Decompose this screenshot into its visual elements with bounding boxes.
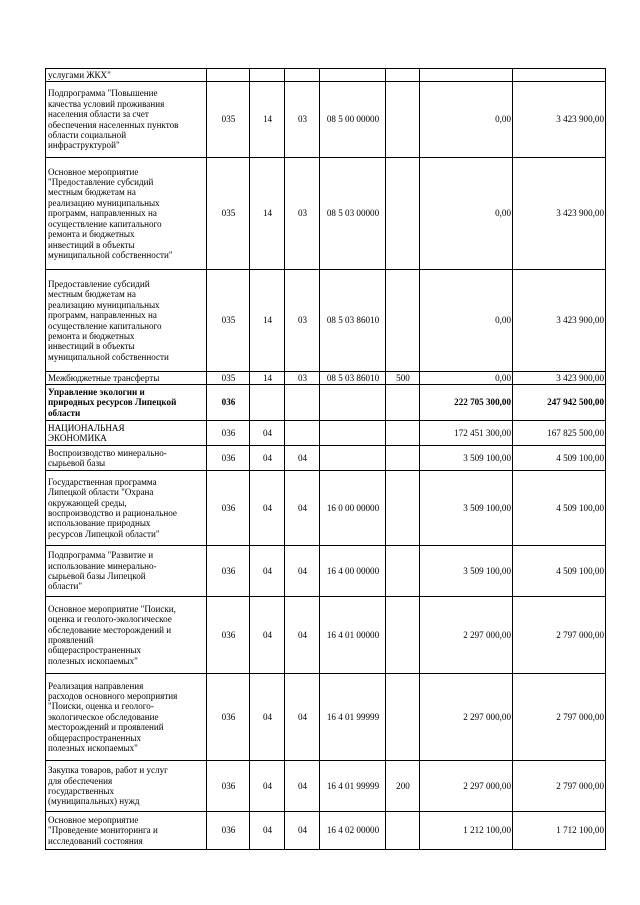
table-row — [46, 597, 606, 674]
expense-type-code: 200 — [386, 761, 420, 812]
amount-year-1: 2 297 000,00 — [420, 597, 513, 674]
amount-year-1: 2 297 000,00 — [420, 674, 513, 761]
amount-year-1: 3 509 100,00 — [420, 471, 513, 546]
row-name: НАЦИОНАЛЬНАЯ ЭКОНОМИКА — [46, 421, 207, 446]
section-code: 04 — [250, 761, 285, 812]
row-name: Основное мероприятие "Поиски, оценка и геолого-экологическое обследование месторождений и проявлений общераспространенных полезных ископаемых" — [46, 597, 207, 674]
table-row — [46, 674, 606, 761]
table-row — [46, 546, 606, 597]
dept-code: 036 — [207, 385, 250, 421]
expense-type-code — [386, 69, 420, 82]
amount-year-2: 1 712 100,00 — [513, 812, 606, 850]
target-article-code: 16 4 01 99999 — [320, 761, 386, 812]
row-name: Воспроизводство минерально- сырьевой базы — [46, 446, 207, 471]
row-name: Управление экологии и природных ресурсов Липецкой области — [46, 385, 207, 421]
expense-type-code — [386, 546, 420, 597]
row-name: Подпрограмма "Повышение качества условий проживания населения области за счет обеспечения населенных пунктов области социальной инфраструктурой" — [46, 82, 207, 158]
target-article-code: 08 5 03 86010 — [320, 372, 386, 385]
target-article-code: 08 5 03 86010 — [320, 270, 386, 372]
amount-year-2: 3 423 900,00 — [513, 372, 606, 385]
dept-code: 035 — [207, 270, 250, 372]
subsection-code: 03 — [285, 372, 320, 385]
amount-year-2: 4 509 100,00 — [513, 546, 606, 597]
amount-year-2: 2 797 000,00 — [513, 597, 606, 674]
table-row — [46, 270, 606, 372]
table-row — [46, 446, 606, 471]
amount-year-1: 0,00 — [420, 82, 513, 158]
row-name: Государственная программа Липецкой области "Охрана окружающей среды, воспроизводство и рациональное использование природных ресурсов Липецкой области" — [46, 471, 207, 546]
amount-year-1: 0,00 — [420, 270, 513, 372]
dept-code: 036 — [207, 761, 250, 812]
expense-type-code — [386, 812, 420, 850]
dept-code: 036 — [207, 546, 250, 597]
section-code: 04 — [250, 597, 285, 674]
section-code — [250, 385, 285, 421]
section-code: 04 — [250, 812, 285, 850]
section-code — [250, 69, 285, 82]
dept-code: 035 — [207, 82, 250, 158]
expense-type-code: 500 — [386, 372, 420, 385]
table-row — [46, 761, 606, 812]
amount-year-1: 0,00 — [420, 372, 513, 385]
amount-year-2: 167 825 500,00 — [513, 421, 606, 446]
row-name: Предоставление субсидий местным бюджетам на реализацию муниципальных программ, направленных на осуществление капитального ремонта и бюджетных инвестиций в объекты муниципальной собственности — [46, 270, 207, 372]
section-code: 14 — [250, 270, 285, 372]
expense-type-code — [386, 385, 420, 421]
expense-type-code — [386, 471, 420, 546]
target-article-code: 16 4 01 00000 — [320, 597, 386, 674]
row-name: Основное мероприятие "Предоставление субсидий местным бюджетам на реализацию муниципальных программ, направленных на осуществление капитального ремонта и бюджетных инвестиций в объекты муниципальной собственности" — [46, 158, 207, 270]
target-article-code — [320, 385, 386, 421]
subsection-code: 03 — [285, 158, 320, 270]
target-article-code — [320, 421, 386, 446]
subsection-code: 04 — [285, 471, 320, 546]
expense-type-code — [386, 158, 420, 270]
subsection-code — [285, 69, 320, 82]
expense-type-code — [386, 674, 420, 761]
table-row — [46, 812, 606, 850]
dept-code: 036 — [207, 812, 250, 850]
amount-year-2: 247 942 500,00 — [513, 385, 606, 421]
subsection-code: 04 — [285, 812, 320, 850]
dept-code: 035 — [207, 372, 250, 385]
amount-year-1: 1 212 100,00 — [420, 812, 513, 850]
dept-code: 036 — [207, 471, 250, 546]
target-article-code: 08 5 00 00000 — [320, 82, 386, 158]
dept-code: 036 — [207, 421, 250, 446]
table-row — [46, 158, 606, 270]
dept-code: 036 — [207, 446, 250, 471]
expense-type-code — [386, 597, 420, 674]
subsection-code: 04 — [285, 674, 320, 761]
subsection-code — [285, 421, 320, 446]
table-row — [46, 372, 606, 385]
amount-year-1: 3 509 100,00 — [420, 546, 513, 597]
target-article-code: 08 5 03 00000 — [320, 158, 386, 270]
row-name: Основное мероприятие "Проведение мониторинга и исследований состояния — [46, 812, 207, 850]
target-article-code: 16 4 01 99999 — [320, 674, 386, 761]
section-code: 04 — [250, 421, 285, 446]
section-code: 14 — [250, 372, 285, 385]
amount-year-1: 0,00 — [420, 158, 513, 270]
row-name: Межбюджетные трансферты — [46, 372, 207, 385]
section-code: 04 — [250, 446, 285, 471]
dept-code: 036 — [207, 674, 250, 761]
section-code: 04 — [250, 546, 285, 597]
dept-code — [207, 69, 250, 82]
amount-year-2: 3 423 900,00 — [513, 82, 606, 158]
section-code: 14 — [250, 82, 285, 158]
target-article-code: 16 0 00 00000 — [320, 471, 386, 546]
table-row — [46, 421, 606, 446]
amount-year-1: 222 705 300,00 — [420, 385, 513, 421]
section-code: 14 — [250, 158, 285, 270]
table-row — [46, 69, 606, 82]
expense-type-code — [386, 270, 420, 372]
amount-year-1: 3 509 100,00 — [420, 446, 513, 471]
subsection-code: 04 — [285, 446, 320, 471]
amount-year-1: 2 297 000,00 — [420, 761, 513, 812]
subsection-code — [285, 385, 320, 421]
amount-year-2: 3 423 900,00 — [513, 270, 606, 372]
budget-table — [45, 68, 606, 850]
dept-code: 035 — [207, 158, 250, 270]
table-row — [46, 471, 606, 546]
expense-type-code — [386, 82, 420, 158]
table-row — [46, 385, 606, 421]
subsection-code: 04 — [285, 597, 320, 674]
target-article-code: 16 4 02 00000 — [320, 812, 386, 850]
subsection-code: 03 — [285, 270, 320, 372]
amount-year-1: 172 451 300,00 — [420, 421, 513, 446]
amount-year-2: 3 423 900,00 — [513, 158, 606, 270]
amount-year-2: 4 509 100,00 — [513, 471, 606, 546]
row-name: Реализация направления расходов основного мероприятия "Поиски, оценка и геолого- экологическое обследование месторождений и проявлений общераспространенных полезных ископаемых" — [46, 674, 207, 761]
expense-type-code — [386, 446, 420, 471]
section-code: 04 — [250, 674, 285, 761]
row-name: услугами ЖКХ" — [46, 69, 207, 82]
table-row — [46, 82, 606, 158]
target-article-code — [320, 69, 386, 82]
row-name: Подпрограмма "Развитие и использование минерально- сырьевой базы Липецкой области" — [46, 546, 207, 597]
subsection-code: 04 — [285, 546, 320, 597]
amount-year-2 — [513, 69, 606, 82]
dept-code: 036 — [207, 597, 250, 674]
amount-year-2: 2 797 000,00 — [513, 761, 606, 812]
amount-year-2: 4 509 100,00 — [513, 446, 606, 471]
expense-type-code — [386, 421, 420, 446]
target-article-code: 16 4 00 00000 — [320, 546, 386, 597]
row-name: Закупка товаров, работ и услуг для обеспечения государственных (муниципальных) нужд — [46, 761, 207, 812]
target-article-code — [320, 446, 386, 471]
budget-table-body — [46, 69, 606, 850]
amount-year-1 — [420, 69, 513, 82]
amount-year-2: 2 797 000,00 — [513, 674, 606, 761]
subsection-code: 03 — [285, 82, 320, 158]
section-code: 04 — [250, 471, 285, 546]
subsection-code: 04 — [285, 761, 320, 812]
